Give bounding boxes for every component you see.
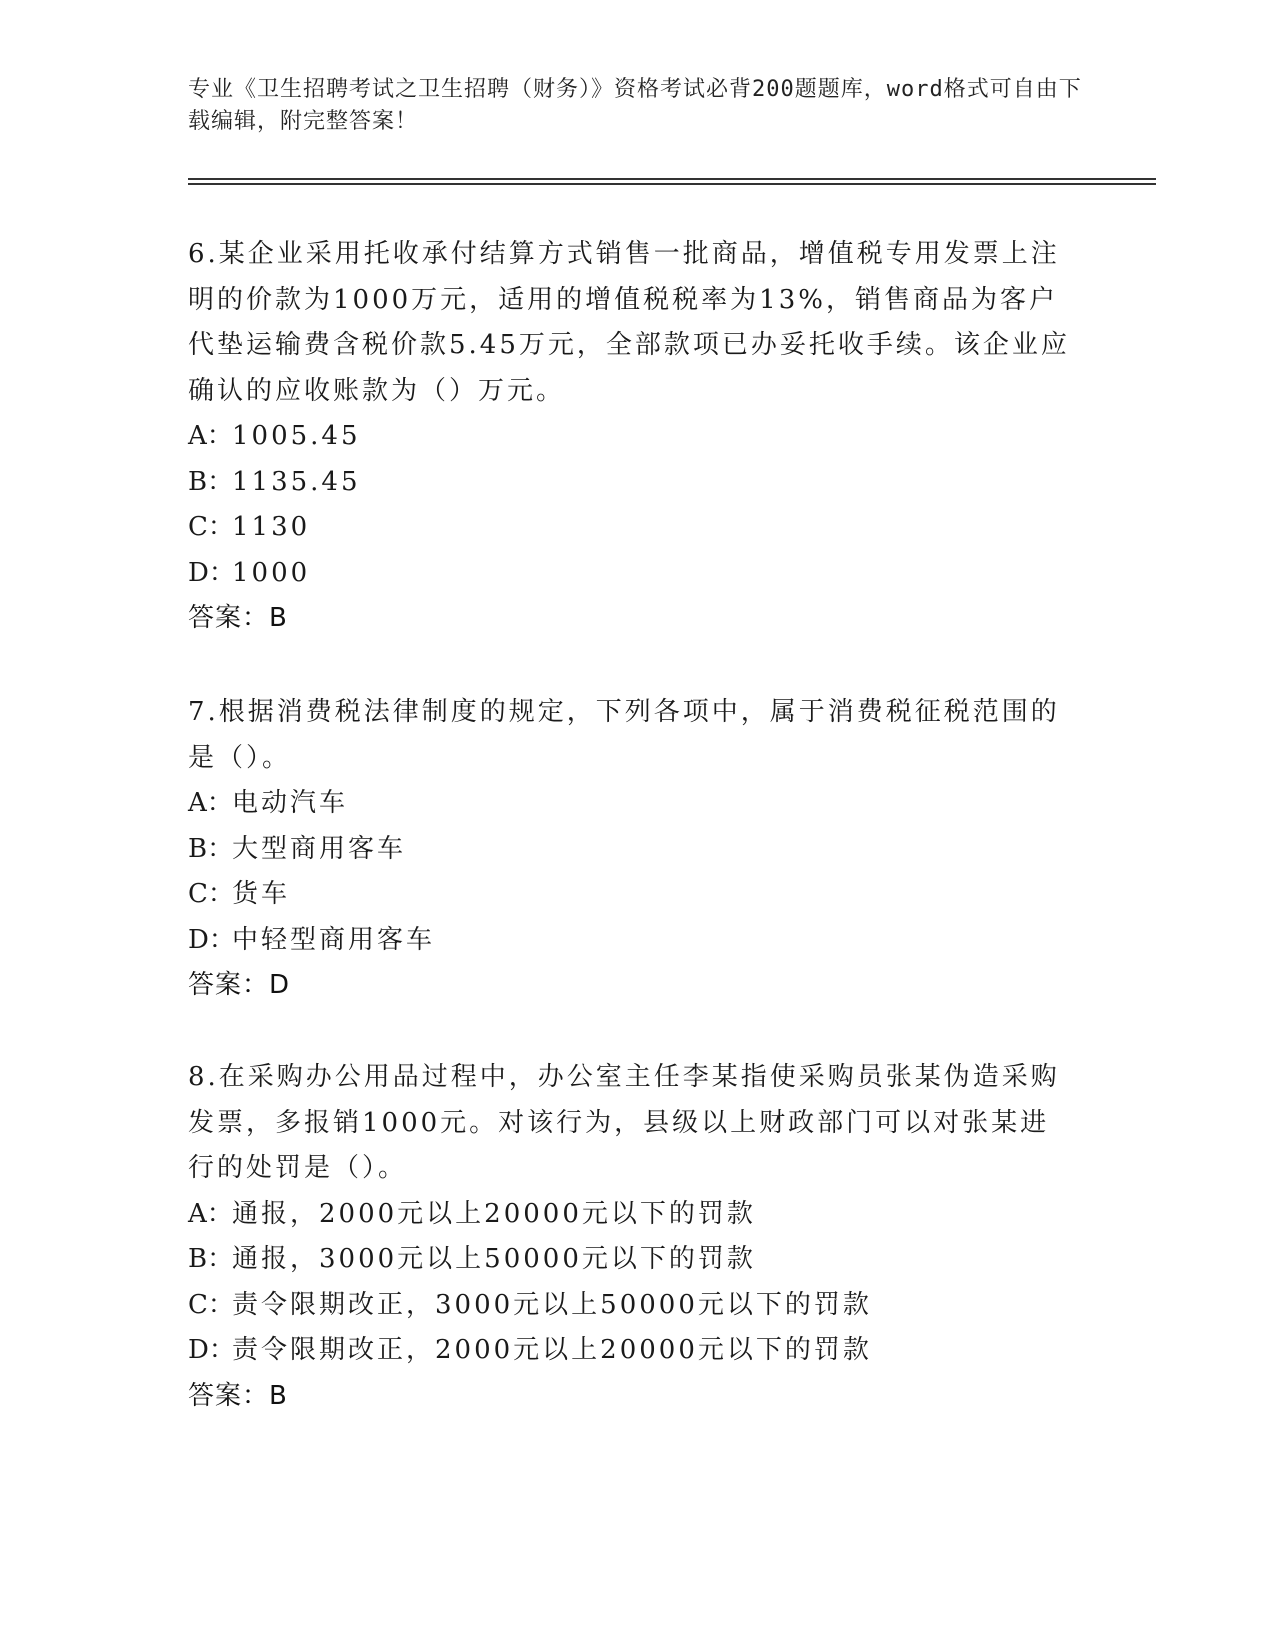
option-letter: B： (188, 833, 234, 864)
option-letter: C： (188, 512, 234, 542)
option-a (188, 1192, 1078, 1238)
option-text: 1005.45 (232, 421, 361, 451)
option-text: 货车 (232, 879, 291, 909)
option-text: 1135.45 (232, 466, 361, 497)
option-a (188, 781, 1078, 827)
option-letter: B： (188, 466, 234, 497)
option-d (188, 551, 1078, 597)
question-6 (188, 232, 1078, 642)
option-letter: A： (188, 421, 233, 451)
question-7 (188, 690, 1078, 1009)
option-text: 通报，3000元以上50000元以下的罚款 (232, 1244, 756, 1274)
header-divider-top (188, 178, 1156, 180)
answer-label: 答案：D (188, 970, 291, 1000)
option-letter: A： (188, 788, 233, 818)
option-d (188, 918, 1078, 964)
option-text: 1130 (232, 512, 311, 542)
option-letter: D： (188, 924, 235, 955)
question-stem: 8.在采购办公用品过程中，办公室主任李某指使采购员张某伪造采购发票，多报销1000元。对该行为，县级以上财政部门可以对张某进行的处罚是（）。 (188, 1062, 1060, 1183)
question-8 (188, 1055, 1078, 1419)
option-letter: D： (188, 1335, 235, 1365)
option-letter: B： (188, 1244, 234, 1274)
document-header: 专业《卫生招聘考试之卫生招聘（财务）》资格考试必背200题题库，word格式可自由下载编辑，附完整答案！ (188, 77, 1082, 134)
option-letter: C： (188, 879, 234, 909)
option-a (188, 414, 1078, 460)
option-text: 电动汽车 (232, 788, 349, 818)
option-text: 通报，2000元以上20000元以下的罚款 (232, 1198, 756, 1229)
option-text: 1000 (232, 557, 311, 588)
option-letter: C： (188, 1289, 234, 1320)
option-b (188, 460, 1078, 506)
option-d (188, 1328, 1078, 1374)
option-c (188, 1283, 1078, 1329)
option-b (188, 1237, 1078, 1283)
option-text: 责令限期改正，2000元以上20000元以下的罚款 (232, 1335, 872, 1365)
option-c (188, 872, 1078, 918)
answer-label: 答案：B (188, 1380, 288, 1411)
option-b (188, 827, 1078, 873)
option-text: 责令限期改正，3000元以上50000元以下的罚款 (232, 1289, 872, 1320)
option-letter: D： (188, 557, 235, 588)
question-stem: 6.某企业采用托收承付结算方式销售一批商品，增值税专用发票上注明的价款为1000万元，适用的增值税税率为13%，销售商品为客户代垫运输费含税价款5.45万元，全部款项已办妥托收手续。该企业应确认的应收账款为（）万元。 (188, 239, 1070, 406)
option-c (188, 505, 1078, 551)
answer-label: 答案：B (188, 603, 288, 633)
question-stem: 7.根据消费税法律制度的规定，下列各项中，属于消费税征税范围的是（）。 (188, 697, 1060, 773)
header-divider-bottom (188, 183, 1156, 185)
option-text: 中轻型商用客车 (232, 924, 436, 955)
option-letter: A： (188, 1198, 233, 1229)
option-text: 大型商用客车 (232, 833, 407, 864)
